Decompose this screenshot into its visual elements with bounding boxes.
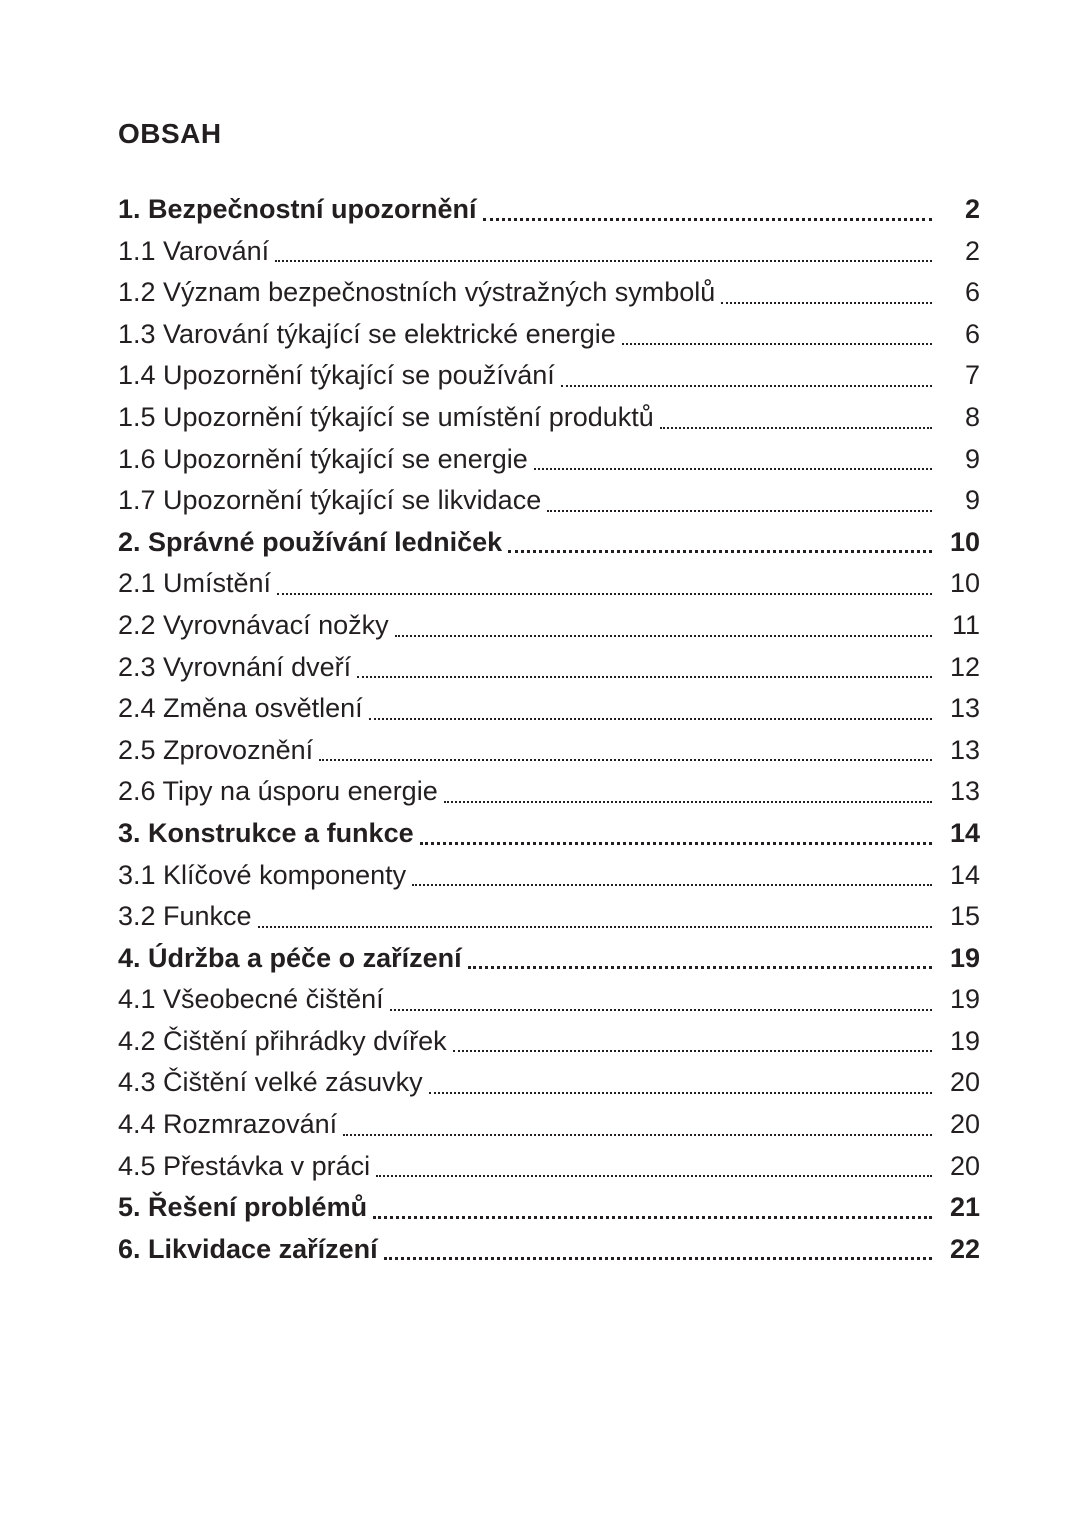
toc-entry-label: 1. Bezpečnostní upozornění xyxy=(118,194,477,224)
toc-entry-label: 1.2 Význam bezpečnostních výstražných symbolů xyxy=(118,277,716,308)
toc-entry-label: 1.7 Upozornění týkající se likvidace xyxy=(118,485,542,516)
toc-entry-label: 1.4 Upozornění týkající se používání xyxy=(118,360,555,391)
toc-entry-label: 4.1 Všeobecné čištění xyxy=(118,984,384,1015)
toc-entry-label: 4.2 Čištění přihrádky dvířek xyxy=(118,1025,447,1056)
toc-subsection-entry[interactable] xyxy=(118,1146,980,1188)
toc-entry-page-number: 7 xyxy=(964,360,980,391)
toc-subsection-entry[interactable] xyxy=(118,355,980,397)
toc-entry-label: 2.4 Změna osvětlení xyxy=(118,693,363,724)
toc-entry-page-number: 14 xyxy=(949,859,980,890)
toc-dot-leader xyxy=(660,427,932,429)
toc-subsection-entry[interactable] xyxy=(118,605,980,647)
toc-entry-label: 2.6 Tipy na úsporu energie xyxy=(118,776,438,807)
toc-dot-leader xyxy=(275,260,932,262)
toc-dot-leader xyxy=(453,1050,932,1052)
toc-subsection-entry[interactable] xyxy=(118,896,980,938)
toc-entry-label: 2.2 Vyrovnávací nožky xyxy=(118,609,389,640)
toc-entry-page-number: 20 xyxy=(949,1067,980,1098)
toc-dot-leader xyxy=(369,718,932,720)
toc-entry-page-number: 20 xyxy=(949,1150,980,1181)
toc-dot-leader xyxy=(534,468,932,470)
toc-entry-page-number: 9 xyxy=(964,443,980,474)
toc-dot-leader xyxy=(384,1257,932,1260)
toc-dot-leader xyxy=(395,635,932,637)
toc-dot-leader xyxy=(319,759,932,761)
toc-entry-label: 1.3 Varování týkající se elektrické energie xyxy=(118,318,616,349)
toc-entry-label: 4.5 Přestávka v práci xyxy=(118,1150,371,1181)
toc-entry-label: 1.5 Upozornění týkající se umístění produktů xyxy=(118,401,654,432)
toc-entry-page-number: 21 xyxy=(949,1192,980,1223)
toc-subsection-entry[interactable] xyxy=(118,439,980,481)
toc-dot-leader xyxy=(561,385,932,387)
toc-entry-label: 3. Konstrukce a funkce xyxy=(118,817,414,848)
toc-dot-leader xyxy=(508,550,932,553)
toc-subsection-entry[interactable] xyxy=(118,314,980,356)
toc-entry-page-number: 6 xyxy=(964,318,980,349)
toc-entry-page-number: 6 xyxy=(964,277,980,308)
toc-entry-page-number: 19 xyxy=(949,984,980,1015)
toc-dot-leader xyxy=(277,593,932,595)
toc-entry-page-number: 13 xyxy=(949,693,980,724)
toc-dot-leader xyxy=(258,926,932,928)
toc-subsection-entry[interactable] xyxy=(118,231,980,273)
toc-entry-label: 2.3 Vyrovnání dveří xyxy=(118,651,352,682)
toc-entry-label: 6. Likvidace zařízení xyxy=(118,1233,378,1264)
toc-entry-page-number: 2 xyxy=(964,235,980,266)
toc-section-entry[interactable] xyxy=(118,189,980,231)
toc-entry-page-number: 22 xyxy=(949,1233,980,1264)
toc-subsection-entry[interactable] xyxy=(118,1062,980,1104)
toc-subsection-entry[interactable] xyxy=(118,563,980,605)
toc-entry-page-number: 15 xyxy=(949,901,980,932)
toc-dot-leader xyxy=(622,343,932,345)
toc-entry-label: 2.1 Umístění xyxy=(118,568,272,599)
toc-entry-label: 5. Řešení problémů xyxy=(118,1192,368,1223)
toc-entry-page-number: 2 xyxy=(964,194,980,224)
toc-dot-leader xyxy=(420,842,932,845)
toc-entry-page-number: 11 xyxy=(951,609,980,640)
toc-entry-page-number: 14 xyxy=(949,817,980,848)
toc-entry-label: 3.2 Funkce xyxy=(118,901,252,932)
toc-entry-page-number: 13 xyxy=(949,734,980,765)
toc-subsection-entry[interactable] xyxy=(118,855,980,897)
toc-section-entry[interactable] xyxy=(118,1187,980,1229)
toc-entry-label: 3.1 Klíčové komponenty xyxy=(118,859,407,890)
toc-section-entry[interactable] xyxy=(118,1229,980,1271)
toc-entry-page-number: 8 xyxy=(964,401,980,432)
toc-entry-page-number: 13 xyxy=(949,776,980,807)
toc-entry-label: 4.4 Rozmrazování xyxy=(118,1109,338,1140)
toc-section-entry[interactable] xyxy=(118,522,980,564)
toc-title: OBSAH xyxy=(118,118,222,149)
toc-subsection-entry[interactable] xyxy=(118,272,980,314)
toc-dot-leader xyxy=(357,676,932,678)
toc-entry-label: 4.3 Čištění velké zásuvky xyxy=(118,1067,423,1098)
toc-entry-page-number: 19 xyxy=(949,1025,980,1056)
toc-entry-page-number: 9 xyxy=(964,485,980,516)
toc-subsection-entry[interactable] xyxy=(118,647,980,689)
toc-entry-page-number: 10 xyxy=(949,526,980,557)
toc-section-entry[interactable] xyxy=(118,938,980,980)
toc-entry-label: 1.6 Upozornění týkající se energie xyxy=(118,443,528,474)
toc-entry-label: 2. Správné používání ledniček xyxy=(118,526,503,557)
toc-list xyxy=(118,189,980,1270)
toc-dot-leader xyxy=(429,1092,932,1094)
toc-entry-page-number: 20 xyxy=(949,1109,980,1140)
toc-subsection-entry[interactable] xyxy=(118,771,980,813)
toc-dot-leader xyxy=(444,801,932,803)
toc-entry-page-number: 10 xyxy=(949,568,980,599)
toc-entry-label: 4. Údržba a péče o zařízení xyxy=(118,942,462,973)
toc-section-entry[interactable] xyxy=(118,813,980,855)
toc-dot-leader xyxy=(373,1216,932,1219)
toc-dot-leader xyxy=(721,302,932,304)
toc-dot-leader xyxy=(390,1009,932,1011)
toc-dot-leader xyxy=(376,1175,932,1177)
toc-subsection-entry[interactable] xyxy=(118,480,980,522)
toc-dot-leader xyxy=(547,510,932,512)
toc-subsection-entry[interactable] xyxy=(118,688,980,730)
toc-dot-leader xyxy=(483,218,932,221)
toc-entry-label: 2.5 Zprovoznění xyxy=(118,734,314,765)
toc-dot-leader xyxy=(468,966,932,969)
toc-subsection-entry[interactable] xyxy=(118,730,980,772)
toc-subsection-entry[interactable] xyxy=(118,1104,980,1146)
toc-subsection-entry[interactable] xyxy=(118,1021,980,1063)
toc-entry-page-number: 12 xyxy=(949,651,980,682)
toc-subsection-entry[interactable] xyxy=(118,979,980,1021)
toc-entry-page-number: 19 xyxy=(949,942,980,973)
toc-dot-leader xyxy=(412,884,932,886)
toc-dot-leader xyxy=(343,1134,932,1136)
toc-entry-label: 1.1 Varování xyxy=(118,235,270,266)
toc-subsection-entry[interactable] xyxy=(118,397,980,439)
